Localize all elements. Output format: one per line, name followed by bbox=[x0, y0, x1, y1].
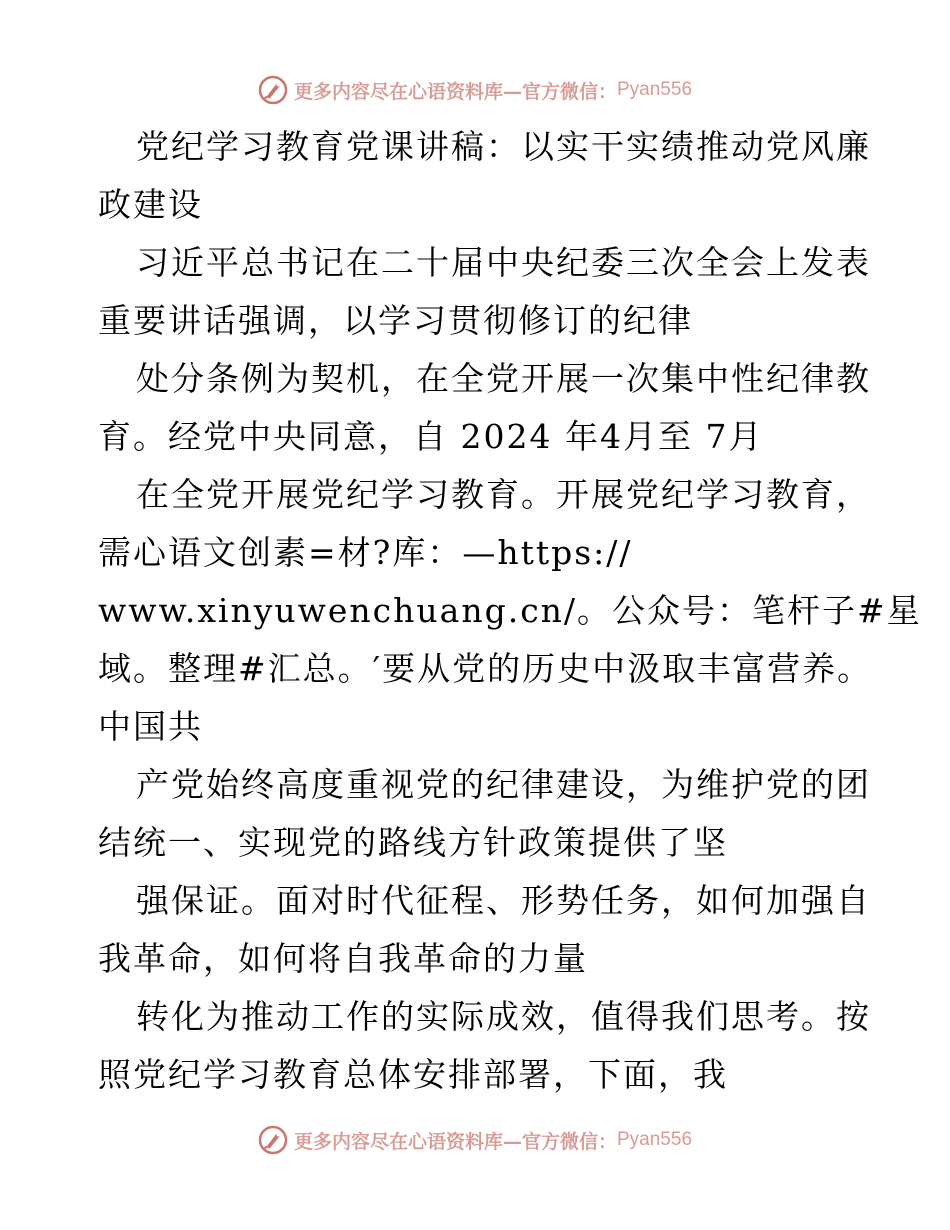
paragraph-line: 习近平总书记在二十届中央纪委三次全会上发表 bbox=[136, 243, 871, 282]
footer-banner bbox=[0, 1120, 950, 1160]
paragraph-line: 在全党开展党纪学习教育。开展党纪学习教育， bbox=[136, 475, 871, 514]
paragraph-line: 域。整理#汇总。′要从党的历史中汲取丰富营养。 bbox=[98, 649, 873, 688]
paragraph-line: 转化为推动工作的实际成效，值得我们思考。按 bbox=[136, 997, 871, 1036]
paragraph-line: 结统一、实现党的路线方针政策提供了坚 bbox=[98, 823, 728, 862]
title-line-1: 党纪学习教育党课讲稿：以实干实绩推动党风廉 bbox=[136, 127, 871, 166]
paragraph-line: 处分条例为契机，在全党开展一次集中性纪律教 bbox=[136, 359, 871, 398]
paragraph-line: 我革命，如何将自我革命的力量 bbox=[98, 939, 588, 978]
header-banner bbox=[0, 70, 950, 110]
paragraph-line: 育。经党中央同意，自 2024 年4月至 7月 bbox=[98, 417, 764, 456]
document-body bbox=[98, 118, 922, 1104]
paragraph-line: 产党始终高度重视党的纪律建设，为维护党的团 bbox=[136, 765, 871, 804]
paragraph-line: 强保证。面对时代征程、形势任务，如何加强自 bbox=[136, 881, 871, 920]
banner-text: 更多内容尽在心语资料库—官方微信： bbox=[293, 1130, 617, 1153]
paragraph-line: www.xinyuwenchuang.cn/。公众号：笔杆子#星 bbox=[98, 591, 922, 630]
paragraph-line: 需心语文创素=材?库：—https:// bbox=[98, 533, 633, 572]
pen-nib-logo-icon bbox=[258, 75, 288, 105]
paragraph-line: 重要讲话强调，以学习贯彻修订的纪律 bbox=[98, 301, 693, 340]
pen-nib-logo-icon bbox=[258, 1125, 288, 1155]
banner-wechat-id: Pyan556 bbox=[617, 79, 693, 100]
banner-wechat-id: Pyan556 bbox=[617, 1129, 693, 1150]
banner-text: 更多内容尽在心语资料库—官方微信： bbox=[293, 80, 617, 103]
paragraph-line: 照党纪学习教育总体安排部署，下面，我 bbox=[98, 1055, 728, 1094]
title-line-2: 政建设 bbox=[98, 185, 203, 224]
paragraph-line: 中国共 bbox=[98, 707, 203, 746]
